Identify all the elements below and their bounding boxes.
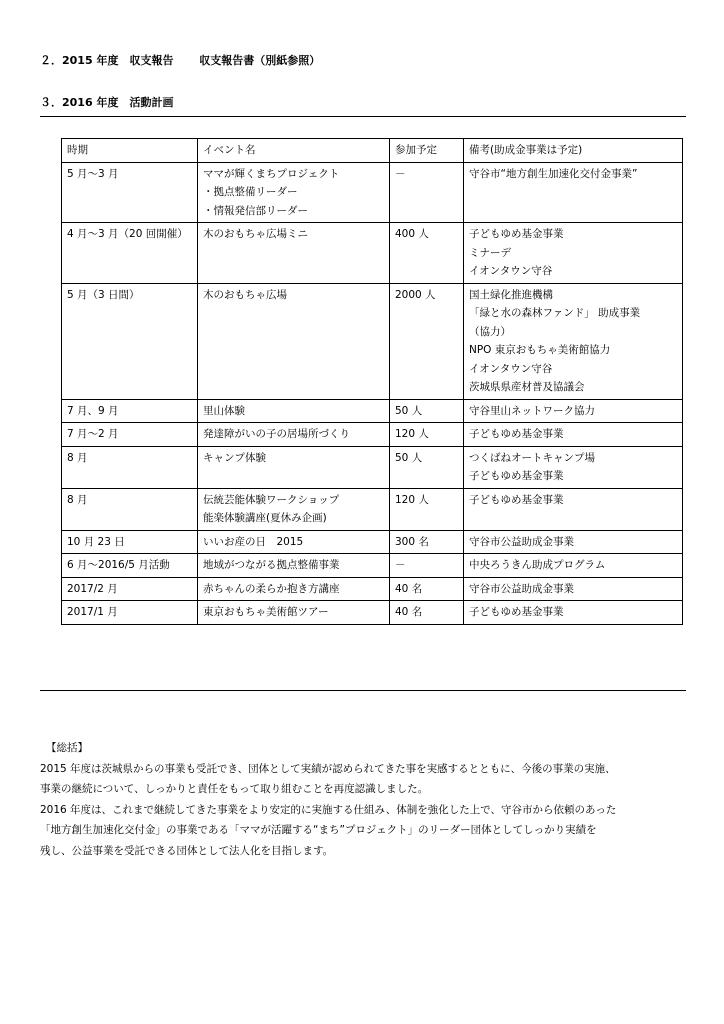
- event-line: 里山体験: [203, 404, 245, 417]
- notes-line: イオンタウン守谷: [469, 265, 553, 277]
- cell-event: [198, 577, 390, 601]
- cell-period: [62, 488, 198, 530]
- table-row: [62, 446, 683, 488]
- summary-paragraph-line: 「地方創生加速化交付金」の事業である「ママが活躍する“まち”プロジェクト」のリーダー団体としてしっかり実績を: [40, 824, 597, 836]
- cell-notes: [464, 399, 683, 423]
- period-text: 7 月、9 月: [67, 404, 119, 417]
- table-row: [62, 223, 683, 284]
- event-line: 伝統芸能体験ワークショップ: [203, 493, 340, 506]
- table-row: [62, 554, 683, 578]
- column-header-participants: 参加予定: [390, 139, 464, 163]
- column-header-period: 時期: [62, 139, 198, 163]
- participants-text: 300 名: [395, 535, 429, 548]
- notes-line: NPO 東京おもちゃ美術館協力: [469, 344, 611, 356]
- cell-participants: [390, 446, 464, 488]
- notes-line: 守谷市公益助成金事業: [469, 582, 574, 595]
- notes-line: イオンタウン守谷: [469, 362, 553, 375]
- event-line: 発達障がいの子の居場所づくり: [203, 428, 350, 440]
- cell-notes: [464, 577, 683, 601]
- cell-period: [62, 162, 198, 223]
- period-text: 5 月（3 日間）: [67, 288, 140, 301]
- participants-text: 2000 人: [395, 288, 436, 301]
- notes-line: （協力）: [469, 325, 511, 338]
- period-text: 4 月～3 月（20 回開催）: [67, 228, 188, 240]
- period-text: 7 月～2 月: [67, 428, 119, 440]
- period-text: 8 月: [67, 451, 88, 464]
- cell-event: [198, 399, 390, 423]
- column-header-notes: 備考(助成金事業は予定): [464, 139, 683, 163]
- cell-period: [62, 577, 198, 601]
- notes-line: 中央ろうきん助成プログラム: [469, 559, 606, 571]
- cell-participants: [390, 577, 464, 601]
- cell-notes: [464, 223, 683, 284]
- activity-plan-table: [61, 138, 683, 625]
- summary-section: [40, 738, 690, 861]
- period-text: 6 月～2016/5 月活動: [67, 559, 170, 571]
- participants-text: 40 名: [395, 582, 423, 595]
- cell-period: [62, 283, 198, 399]
- cell-participants: [390, 223, 464, 284]
- notes-line: つくばねオートキャンプ場: [469, 451, 595, 464]
- cell-event: [198, 488, 390, 530]
- cell-participants: [390, 601, 464, 625]
- event-line: 東京おもちゃ美術館ツアー: [203, 606, 329, 618]
- cell-event: [198, 223, 390, 284]
- notes-line: 国土緑化推進機構: [469, 288, 553, 301]
- section-heading-income-report: ２．2015 年度 収支報告 収支報告書（別紙参照）: [40, 54, 321, 67]
- cell-participants: [390, 162, 464, 223]
- summary-paragraph-line: 残し、公益事業を受託できる団体として法人化を目指します。: [40, 844, 334, 857]
- notes-line: 子どもゆめ基金事業: [469, 606, 564, 618]
- summary-title: 【総括】: [46, 742, 88, 754]
- participants-text: 50 人: [395, 404, 423, 417]
- participants-text: －: [395, 559, 406, 571]
- participants-text: －: [395, 167, 406, 180]
- event-line: 木のおもちゃ広場: [203, 288, 287, 301]
- table-row: [62, 488, 683, 530]
- cell-period: [62, 399, 198, 423]
- section-heading-activity-plan: ３．2016 年度 活動計画: [40, 96, 174, 109]
- event-line: いいお産の日 2015: [203, 535, 304, 548]
- cell-notes: [464, 446, 683, 488]
- cell-notes: [464, 283, 683, 399]
- cell-event: [198, 530, 390, 554]
- notes-line: 「緑と水の森林ファンド」 助成事業: [469, 307, 641, 319]
- cell-participants: [390, 530, 464, 554]
- cell-notes: [464, 423, 683, 447]
- period-text: 5 月～3 月: [67, 167, 119, 180]
- cell-period: [62, 223, 198, 284]
- cell-notes: [464, 162, 683, 223]
- notes-line: 子どもゆめ基金事業: [469, 228, 564, 240]
- cell-period: [62, 530, 198, 554]
- cell-notes: [464, 601, 683, 625]
- notes-line: 守谷市“地方創生加速化交付金事業”: [469, 167, 638, 180]
- cell-participants: [390, 488, 464, 530]
- summary-paragraph-line: 事業の継続について、しっかりと責任をもって取り組むことを再度認識しました。: [40, 783, 429, 795]
- period-text: 10 月 23 日: [67, 535, 125, 548]
- cell-period: [62, 554, 198, 578]
- notes-line: 子どもゆめ基金事業: [469, 428, 564, 440]
- table-header-row: [62, 139, 683, 163]
- column-header-event: イベント名: [198, 139, 390, 163]
- summary-paragraph-line: 2015 年度は茨城県からの事業も受託でき、団体として実績が認められてきた事を実感するとともに、今後の事業の実施、: [40, 762, 616, 775]
- cell-participants: [390, 283, 464, 399]
- table-row: [62, 530, 683, 554]
- horizontal-rule: [40, 116, 686, 117]
- notes-line: 守谷里山ネットワーク協力: [469, 404, 595, 417]
- cell-event: [198, 601, 390, 625]
- period-text: 2017/1 月: [67, 606, 118, 618]
- participants-text: 400 人: [395, 228, 429, 240]
- event-line: 能楽体験講座(夏休み企画): [203, 512, 327, 524]
- cell-participants: [390, 554, 464, 578]
- period-text: 2017/2 月: [67, 582, 118, 595]
- notes-line: 守谷市公益助成金事業: [469, 535, 574, 548]
- event-line: 地域がつながる拠点整備事業: [203, 559, 340, 571]
- cell-event: [198, 283, 390, 399]
- cell-event: [198, 162, 390, 223]
- event-line: ・情報発信部リーダー: [203, 204, 308, 217]
- event-line: 木のおもちゃ広場ミニ: [203, 228, 308, 240]
- participants-text: 120 人: [395, 493, 429, 506]
- cell-period: [62, 601, 198, 625]
- cell-period: [62, 446, 198, 488]
- notes-line: 子どもゆめ基金事業: [469, 493, 564, 506]
- cell-event: [198, 554, 390, 578]
- cell-period: [62, 423, 198, 447]
- notes-line: 茨城県県産材普及協議会: [469, 381, 585, 393]
- table-row: [62, 423, 683, 447]
- period-text: 8 月: [67, 493, 88, 506]
- table-row: [62, 162, 683, 223]
- event-line: ・拠点整備リーダー: [203, 186, 298, 198]
- event-line: キャンプ体験: [203, 451, 266, 464]
- summary-paragraph-line: 2016 年度は、これまで継続してきた事業をより安定的に実施する仕組み、体制を強化した上で、守谷市から依頼のあった: [40, 803, 617, 816]
- table-row: [62, 283, 683, 399]
- participants-text: 120 人: [395, 428, 429, 440]
- cell-event: [198, 423, 390, 447]
- event-line: 赤ちゃんの柔らか抱き方講座: [203, 582, 340, 595]
- cell-participants: [390, 423, 464, 447]
- cell-notes: [464, 488, 683, 530]
- notes-line: ミナーデ: [469, 246, 511, 259]
- cell-notes: [464, 530, 683, 554]
- event-line: ママが輝くまちプロジェクト: [203, 167, 340, 180]
- participants-text: 40 名: [395, 606, 423, 618]
- table-row: [62, 601, 683, 625]
- cell-event: [198, 446, 390, 488]
- table-row: [62, 399, 683, 423]
- participants-text: 50 人: [395, 451, 423, 464]
- cell-participants: [390, 399, 464, 423]
- cell-notes: [464, 554, 683, 578]
- table-row: [62, 577, 683, 601]
- notes-line: 子どもゆめ基金事業: [469, 470, 564, 482]
- horizontal-rule: [40, 690, 686, 691]
